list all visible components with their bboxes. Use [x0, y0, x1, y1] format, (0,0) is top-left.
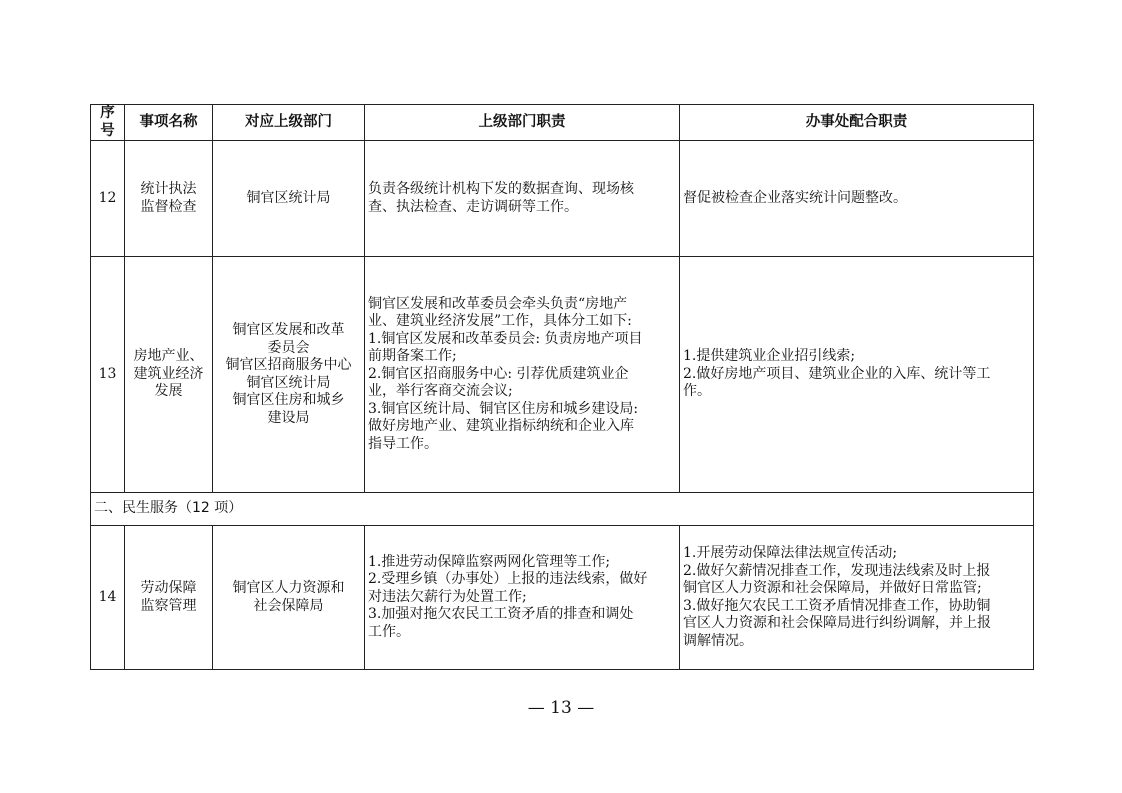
- text-line: 发展: [154, 383, 183, 400]
- row-dept: [213, 257, 365, 493]
- text-line: 2.做好房地产项目、建筑业企业的入库、统计等工: [683, 365, 991, 382]
- row-coop: [680, 526, 1034, 670]
- text-line: 指导工作。: [368, 435, 438, 452]
- text-line: 2.铜官区招商服务中心: 引荐优质建筑业企: [368, 365, 629, 382]
- section-title: 二、民生服务（12 项）: [91, 493, 1034, 526]
- row-duty: [365, 141, 680, 257]
- text-line: 铜官区统计局: [246, 374, 331, 391]
- text-line: 业、建筑业经济发展”工作，具体分工如下:: [368, 313, 632, 330]
- text-line: 调解情况。: [683, 632, 753, 649]
- text-line: 社会保障局: [253, 597, 324, 614]
- text-line: 3.铜官区统计局、铜官区住房和城乡建设局:: [368, 400, 639, 417]
- text-line: 2.受理乡镇（办事处）上报的违法线索，做好: [368, 571, 648, 588]
- header-item-name: 事项名称: [125, 105, 213, 141]
- text-line: 督促被检查企业落实统计问题整改。: [683, 189, 907, 206]
- text-line: 1.铜官区发展和改革委员会: 负责房地产项目: [368, 330, 643, 347]
- text-line: 铜官区人力资源和社会保障局，并做好日常监管;: [683, 580, 982, 596]
- row-item-name: [125, 141, 213, 257]
- responsibility-table: [90, 104, 1034, 670]
- text-line: 建筑业经济: [133, 365, 204, 382]
- row-no: 14: [91, 526, 125, 670]
- row-no: 12: [91, 141, 125, 257]
- header-superior-duty: 上级部门职责: [365, 105, 680, 141]
- header-office-coop-duty: 办事处配合职责: [680, 105, 1034, 141]
- text-line: 对违法欠薪行为处置工作;: [368, 588, 527, 605]
- text-line: 1.推进劳动保障监察两网化管理等工作;: [368, 553, 611, 570]
- row-duty: [365, 526, 680, 670]
- text-line: 业，举行客商交流会议;: [368, 383, 513, 400]
- row-dept: [213, 141, 365, 257]
- text-line: 铜官区发展和改革委员会牵头负责“房地产: [368, 295, 628, 312]
- row-coop: [680, 257, 1034, 493]
- text-line: 铜官区招商服务中心: [225, 357, 352, 373]
- text-line: 查、执法检查、走访调研等工作。: [368, 198, 578, 215]
- row-item-name: [125, 526, 213, 670]
- table-header-row: [91, 105, 1034, 141]
- text-line: 铜官区人力资源和: [232, 580, 345, 596]
- text-line: 铜官区住房和城乡: [232, 392, 345, 408]
- text-line: 3.做好拖欠农民工工资矛盾情况排查工作，协助铜: [683, 597, 991, 614]
- text-line: 1.开展劳动保障法律法规宣传活动;: [683, 545, 898, 561]
- text-line: 监察管理: [140, 597, 197, 614]
- row-coop: [680, 141, 1034, 257]
- text-line: 1.提供建筑业企业招引线索;: [683, 348, 856, 365]
- page-number: — 13 —: [527, 698, 595, 718]
- text-line: 官区人力资源和社会保障局进行纠纷调解，并上报: [683, 615, 991, 631]
- text-line: 劳动保障: [140, 580, 197, 596]
- text-line: 负责各级统计机构下发的数据查询、现场核: [368, 181, 634, 197]
- row-item-name: [125, 257, 213, 493]
- text-line: 前期备案工作;: [368, 348, 457, 365]
- table-row: [91, 141, 1034, 257]
- row-no: 13: [91, 257, 125, 493]
- text-line: 工作。: [368, 623, 410, 640]
- header-superior-dept: 对应上级部门: [213, 105, 365, 141]
- text-line: 做好房地产业、建筑业指标纳统和企业入库: [368, 418, 634, 435]
- text-line: 3.加强对拖欠农民工工资矛盾的排查和调处: [368, 606, 634, 623]
- text-line: 2.做好欠薪情况排查工作，发现违法线索及时上报: [683, 562, 991, 579]
- text-line: 房地产业、: [133, 348, 204, 365]
- table-row: [91, 257, 1034, 493]
- text-line: 铜官区发展和改革: [232, 322, 345, 338]
- text-line: 作。: [683, 383, 711, 400]
- text-line: 建设局: [267, 409, 310, 426]
- row-duty: [365, 257, 680, 493]
- text-line: 统计执法: [140, 181, 197, 197]
- row-dept: [213, 526, 365, 670]
- table-row: [91, 526, 1034, 670]
- header-no: 序号: [91, 105, 125, 141]
- section-row: [91, 493, 1034, 526]
- text-line: 铜官区统计局: [246, 189, 331, 206]
- text-line: 委员会: [267, 339, 310, 356]
- text-line: 监督检查: [140, 198, 197, 215]
